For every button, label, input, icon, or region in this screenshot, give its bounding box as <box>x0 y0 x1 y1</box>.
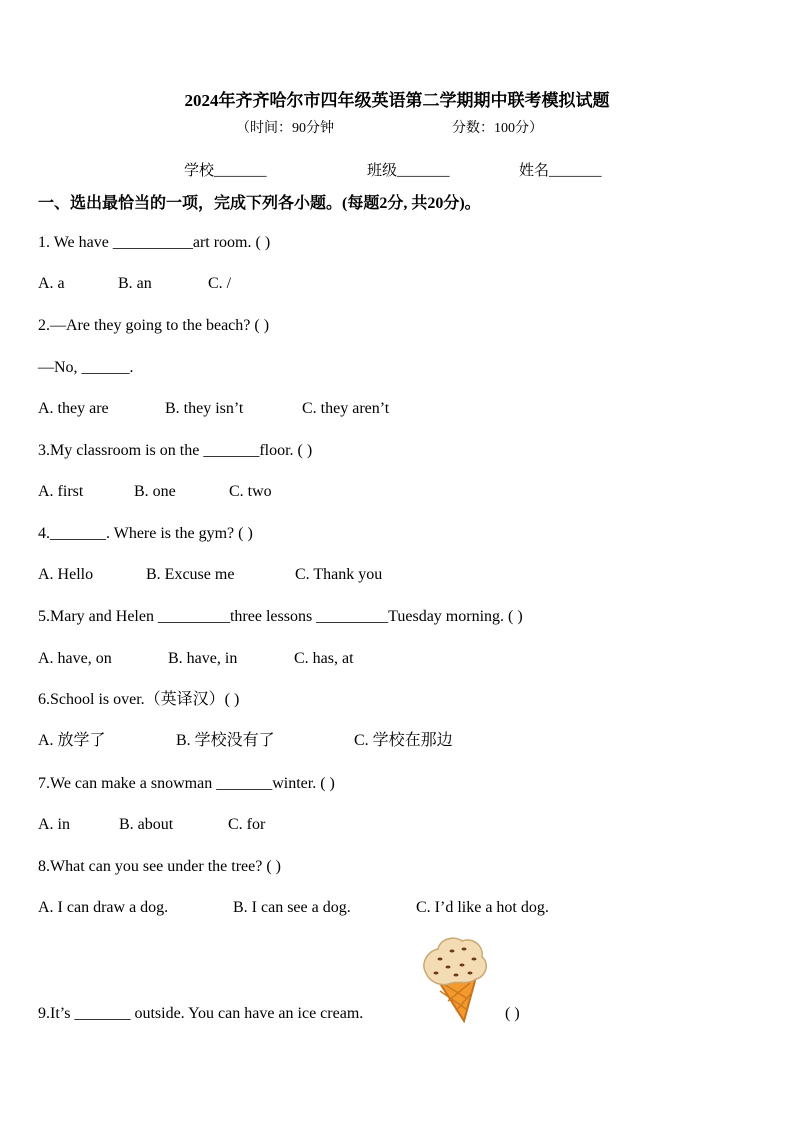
option-a[interactable]: A. a <box>38 275 65 292</box>
option-b[interactable]: B. have, in <box>168 650 238 667</box>
question-1-stem: 1. We have __________art room. ( ) <box>38 234 271 251</box>
option-c[interactable]: C. Thank you <box>295 566 383 583</box>
question-3-options <box>38 482 272 502</box>
school-field: 学校_______ <box>184 163 267 179</box>
option-a[interactable]: A. have, on <box>38 650 112 667</box>
question-9-stem: 9.It’s _______ outside. You can have an ice cream. <box>38 1005 364 1022</box>
ice-cream-icon <box>418 933 490 1023</box>
option-c[interactable]: C. I’d like a hot dog. <box>416 899 549 916</box>
name-field: 姓名_______ <box>519 163 602 179</box>
option-a[interactable]: A. 放学了 <box>38 732 106 749</box>
question-8-options <box>38 898 549 918</box>
question-4-options <box>38 565 382 585</box>
option-a[interactable]: A. in <box>38 816 70 833</box>
question-5-stem: 5.Mary and Helen _________three lessons _________Tuesday morning. ( ) <box>38 608 523 625</box>
exam-time: （时间：90分钟 <box>236 121 334 136</box>
option-b[interactable]: B. Excuse me <box>146 566 235 583</box>
question-2-options <box>38 399 389 419</box>
question-4-stem: 4._______. Where is the gym? ( ) <box>38 525 253 542</box>
option-c[interactable]: C. two <box>229 483 272 500</box>
option-b[interactable]: B. they isn’t <box>165 400 244 417</box>
question-2-stem-reply: —No, ______. <box>38 359 134 376</box>
option-a[interactable]: A. Hello <box>38 566 94 583</box>
question-7-options <box>38 815 265 835</box>
question-7-stem: 7.We can make a snowman _______winter. ( ) <box>38 775 335 792</box>
question-8-stem: 8.What can you see under the tree? ( ) <box>38 858 281 875</box>
question-5-options <box>38 649 354 669</box>
section-heading: 一、选出最恰当的一项，完成下列各小题。(每题2分, 共20分)。 <box>38 195 481 212</box>
option-c[interactable]: C. 学校在那边 <box>354 732 453 749</box>
option-b[interactable]: B. I can see a dog. <box>233 899 351 916</box>
question-6-options <box>38 731 453 751</box>
class-field: 班级_______ <box>367 163 450 179</box>
option-c[interactable]: C. for <box>228 816 266 833</box>
question-1-options <box>38 274 231 294</box>
question-3-stem: 3.My classroom is on the _______floor. ( ) <box>38 442 313 459</box>
option-b[interactable]: B. one <box>134 483 176 500</box>
option-a[interactable]: A. first <box>38 483 84 500</box>
question-6-stem: 6.School is over.（英译汉）( ) <box>38 691 240 708</box>
option-b[interactable]: B. about <box>119 816 174 833</box>
exam-score: 分数：100分） <box>452 121 543 136</box>
option-c[interactable]: C. has, at <box>294 650 354 667</box>
option-a[interactable]: A. I can draw a dog. <box>38 899 169 916</box>
option-b[interactable]: B. 学校没有了 <box>176 732 275 749</box>
question-2-stem: 2.—Are they going to the beach? ( ) <box>38 317 270 334</box>
option-a[interactable]: A. they are <box>38 400 109 417</box>
option-b[interactable]: B. an <box>118 275 152 292</box>
option-c[interactable]: C. / <box>208 275 232 292</box>
page-title: 2024年齐齐哈尔市四年级英语第二学期期中联考模拟试题 <box>184 91 610 110</box>
question-9-answer-paren: ( ) <box>505 1005 520 1022</box>
option-c[interactable]: C. they aren’t <box>302 400 390 417</box>
